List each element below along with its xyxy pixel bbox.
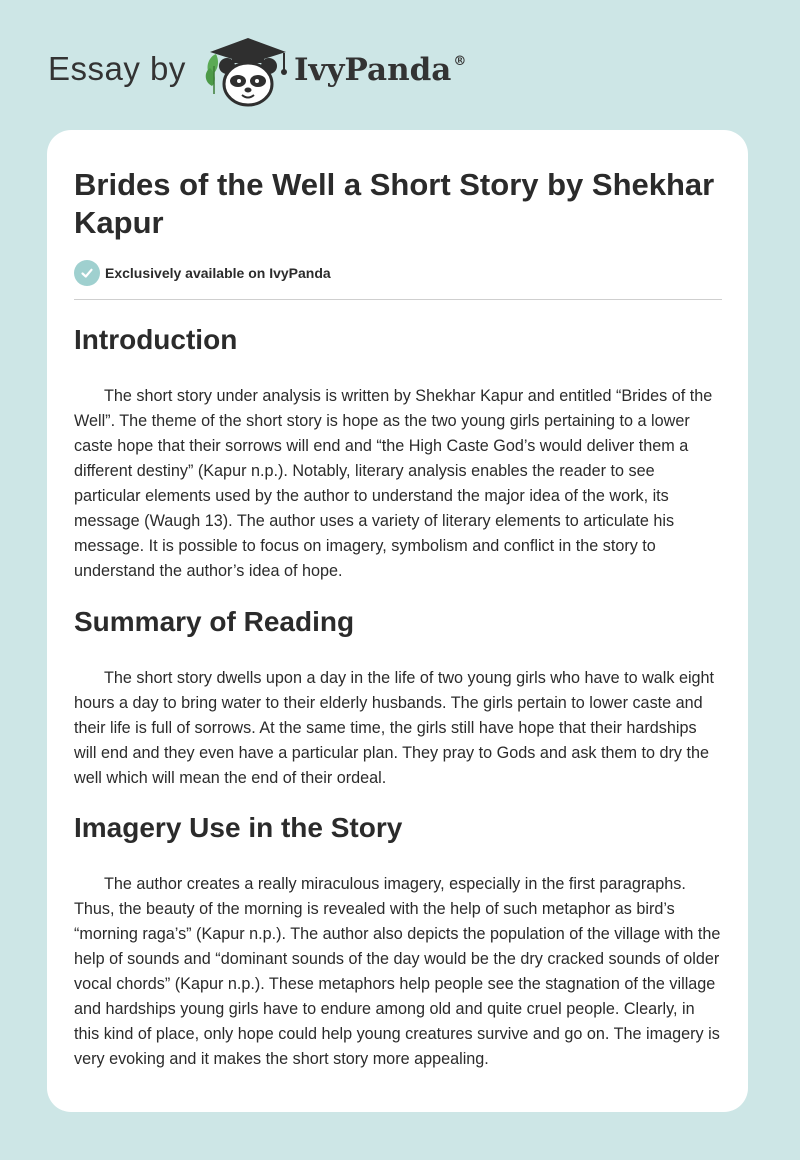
panda-graduate-icon[interactable] bbox=[200, 36, 292, 108]
essay-by-label: Essay by bbox=[48, 50, 186, 87]
essay-card bbox=[47, 130, 748, 1112]
section-body-summary: The short story dwells upon a day in the life of two young girls who have to walk eight hours a day to bring water to their elderly husbands. The girls pertain to lower caste and their life is full of sorrows. At the same time, the girls still have hope that their hardships will end and they even have a particular plan. They pray to Gods and ask them to dry the well which will mean the end of their ordeal. bbox=[74, 669, 715, 787]
site-header bbox=[0, 0, 800, 130]
exclusive-badge bbox=[74, 260, 722, 286]
section-body-introduction: The short story under analysis is written by Shekhar Kapur and entitled “Brides of the Well”. The theme of the short story is hope as the two young girls pertaining to a lower caste hope that their sorrows will end and “the High Caste God’s would deliver them a different destiny” (Kapur n.p.). Notably, literary analysis enables the reader to see particular elements used by the author to understand the major idea of the work, its message (Waugh 13). The author uses a variety of literary elements to articulate his message. It is possible to focus on imagery, symbolism and conflict in the story to understand the author’s idea of hope. bbox=[74, 387, 713, 580]
section-heading-introduction: Introduction bbox=[74, 324, 238, 355]
section-body-imagery: The author creates a really miraculous imagery, especially in the first paragraphs. Thus, the beauty of the morning is revealed with the help of such metaphor as bird’s “morning raga’s” (Kapur n.p.). The author also depicts the population of the village with the help of sounds and “dominant sounds of the day would be the dry cracked sounds of older vocal chords” (Kapur n.p.). These metaphors help people see the stagnation of the village and hardships young girls have to endure among old and quite cruel people. Clearly, in this kind of place, only hope could help young creatures survive and go on. The imagery is very evoking and it makes the short story more appealing. bbox=[74, 875, 721, 1068]
brand-name[interactable] bbox=[294, 52, 466, 88]
registered-mark: ® bbox=[453, 54, 467, 69]
exclusive-label: Exclusively available on IvyPanda bbox=[105, 265, 331, 281]
essay-title: Brides of the Well a Short Story by Shekhar Kapur bbox=[74, 167, 715, 240]
section-heading-summary: Summary of Reading bbox=[74, 606, 355, 637]
title-divider bbox=[74, 299, 722, 300]
section-heading-imagery: Imagery Use in the Story bbox=[74, 812, 403, 843]
brand-name-text: IvyPanda bbox=[294, 52, 452, 88]
checkmark-icon bbox=[74, 260, 100, 286]
